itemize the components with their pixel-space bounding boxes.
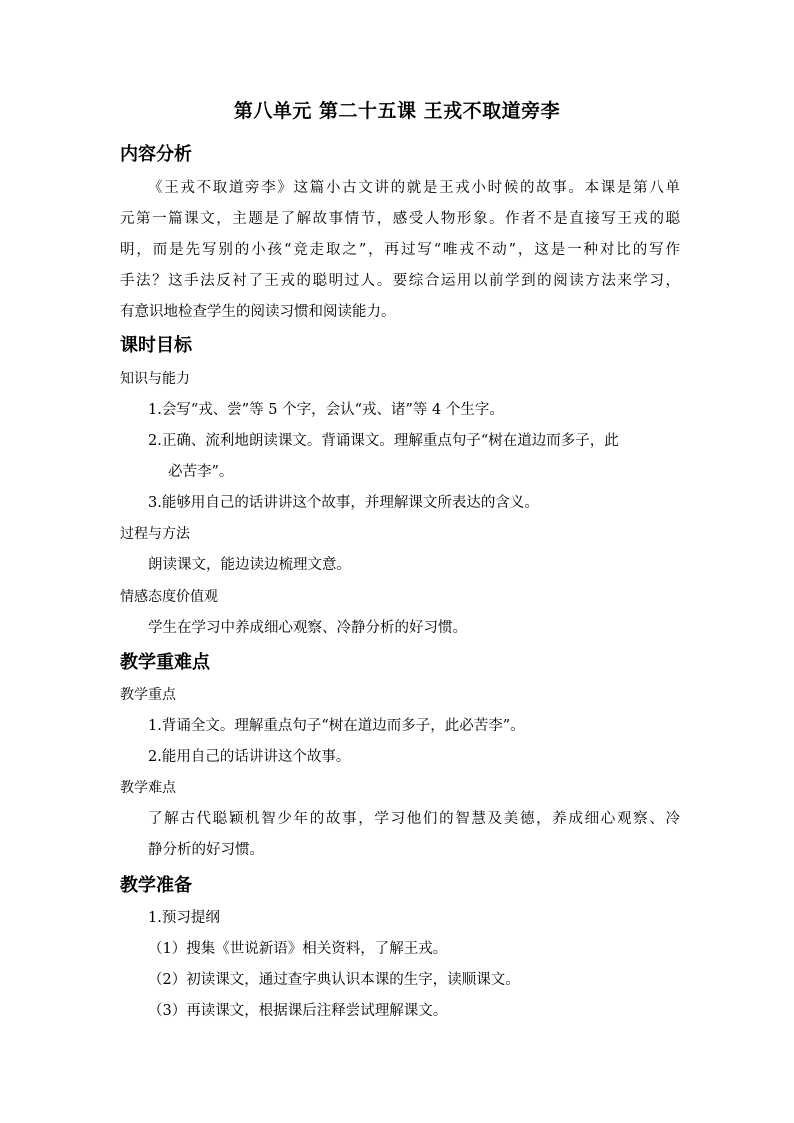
subheading-emotion: 情感态度价值观 (120, 589, 218, 605)
analysis-line-4: 手法？这手法反衬了王戎的聪明过人。要综合运用以前学到的阅读方法来学习， (120, 273, 680, 289)
process-text: 朗读课文，能边读边梳理文意。 (148, 557, 351, 573)
analysis-line-1: 《王戎不取道旁李》这篇小古文讲的就是王戎小时候的故事。本课是第八单 (148, 180, 680, 196)
subheading-process: 过程与方法 (120, 526, 190, 542)
emotion-text: 学生在学习中养成细心观察、冷静分析的好习惯。 (148, 620, 467, 636)
heading-content-analysis: 内容分析 (120, 144, 192, 165)
preparation-step-2: （2）初读课文，通过查字典认识本课的生字，读顺课文。 (148, 972, 520, 988)
subheading-focus: 教学重点 (120, 687, 176, 703)
knowledge-item-2-line-2: 必苦李”。 (168, 464, 234, 480)
preparation-step-3: （3）再读课文，根据课后注释尝试理解课文。 (148, 1003, 448, 1019)
focus-item-1: 1.背诵全文。理解重点句子“树在道边而多子，此必苦李”。 (148, 718, 525, 734)
knowledge-item-1: 1.会写“戎、尝”等 5 个字，会认“戎、诸”等 4 个生字。 (148, 402, 504, 418)
focus-item-2: 2.能用自己的话讲讲这个故事。 (148, 749, 351, 765)
subheading-difficulty: 教学难点 (120, 780, 176, 796)
subheading-knowledge: 知识与能力 (120, 371, 190, 387)
analysis-line-3: 明，而是先写别的小孩“竞走取之”，再过写“唯戎不动”，这是一种对比的写作 (120, 242, 680, 258)
heading-preparation: 教学准备 (120, 875, 192, 896)
difficulty-line-1: 了解古代聪颖机智少年的故事，学习他们的智慧及美德，养成细心观察、冷 (148, 811, 680, 827)
analysis-line-2: 元第一篇课文，主题是了解故事情节，感受人物形象。作者不是直接写王戎的聪 (120, 211, 680, 227)
preparation-outline: 1.预习提纲 (148, 910, 220, 926)
difficulty-line-2: 静分析的好习惯。 (148, 842, 264, 858)
heading-key-points: 教学重难点 (120, 652, 210, 673)
knowledge-item-2-line-1: 2.正确、流利地朗读课文。背诵课文。理解重点句子“树在道边而多子，此 (148, 433, 619, 449)
preparation-step-1: （1）搜集《世说新语》相关资料，了解王戎。 (148, 941, 448, 957)
analysis-line-5: 有意识地检查学生的阅读习惯和阅读能力。 (120, 304, 396, 320)
page-title: 第八单元 第二十五课 王戎不取道旁李 (233, 100, 561, 122)
knowledge-item-3: 3.能够用自己的话讲讲这个故事，并理解课文所表达的含义。 (148, 495, 539, 511)
heading-lesson-goals: 课时目标 (120, 335, 192, 356)
